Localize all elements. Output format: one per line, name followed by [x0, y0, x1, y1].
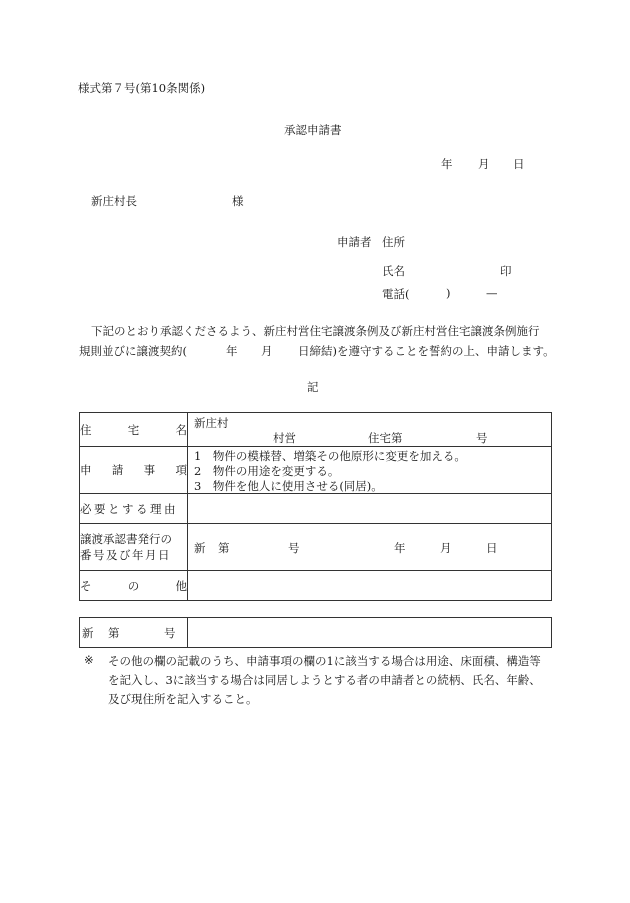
house-number-prefix: 住宅第 [368, 431, 403, 445]
date-day: 日 [513, 157, 525, 171]
seal-mark: 印 [500, 264, 512, 278]
item-line[interactable]: 1 物件の模様替、増築その他原形に変更を加える。 [194, 449, 466, 463]
village-operated: 村営 [273, 431, 296, 445]
row-items [80, 447, 552, 494]
house-label [80, 413, 188, 447]
document-title: 承認申請書 [284, 123, 342, 137]
footnote-line-2: を記入し、3に該当する場合は同居しようとする者の申請者との続柄、氏名、年齢、 [108, 673, 541, 687]
cert-day: 日 [486, 541, 498, 555]
footnote-line-1: その他の欄の記載のうち、申請事項の欄の1に該当する場合は用途、床面積、構造等 [108, 654, 541, 668]
items-label-char: 請 [111, 463, 124, 477]
cert-label-2: 番号及び年月日 [80, 548, 171, 562]
phone-close: ) [446, 286, 451, 300]
cert-go: 号 [288, 541, 300, 555]
addressee-name: 新庄村長 [91, 194, 137, 208]
other-label-char: 他 [175, 578, 187, 593]
number-box [79, 617, 552, 648]
ki-heading: 記 [307, 380, 319, 394]
body-line-2-year: 年 [226, 344, 238, 358]
item-line[interactable]: 3 物件を他人に使用させる(同居)。 [194, 479, 383, 493]
reason-label [80, 494, 188, 524]
items-value [188, 447, 552, 494]
footnote-line-3: 及び現住所を記入すること。 [108, 692, 258, 706]
date-year: 年 [441, 157, 453, 171]
row-cert [80, 524, 552, 571]
number-box-value[interactable] [188, 618, 552, 648]
number-box-dai: 第 [108, 625, 120, 640]
other-value[interactable] [188, 571, 552, 601]
reason-label-text: 必要とする理由 [80, 501, 178, 516]
phone-label: 電話( [382, 287, 410, 301]
body-line-2b: 日締結)を遵守することを誓約の上、申請します。 [298, 344, 555, 358]
row-other [80, 571, 552, 601]
cert-shin: 新 [194, 541, 206, 555]
address-label: 住所 [382, 235, 405, 249]
date-month: 月 [478, 157, 490, 171]
cert-year: 年 [394, 541, 406, 555]
house-number-suffix: 号 [476, 431, 488, 445]
form-number: 様式第７号(第10条関係) [78, 81, 206, 95]
items-label-char: 事 [143, 463, 156, 477]
number-box-label [80, 618, 188, 648]
addressee-honorific: 様 [232, 194, 244, 208]
cert-dai: 第 [218, 541, 230, 555]
cert-value[interactable] [188, 524, 552, 571]
house-label-char: 住 [80, 422, 92, 437]
house-value[interactable] [188, 413, 552, 447]
house-label-char: 宅 [127, 422, 140, 437]
phone-dash: — [486, 286, 498, 300]
village-name: 新庄村 [194, 416, 229, 430]
cert-label [80, 524, 188, 571]
footnote-mark: ※ [84, 653, 94, 667]
body-line-2a: 規則並びに譲渡契約( [79, 344, 187, 358]
number-box-go: 号 [164, 625, 176, 640]
items-label [80, 447, 188, 494]
row-reason [80, 494, 552, 524]
number-box-shin: 新 [82, 625, 94, 640]
other-label-char: の [127, 578, 140, 593]
other-label [80, 571, 188, 601]
reason-value[interactable] [188, 494, 552, 524]
body-line-2-month: 月 [261, 344, 273, 358]
items-label-char: 申 [80, 463, 92, 477]
other-label-char: そ [80, 578, 92, 593]
body-line-1: 下記のとおり承認くださるよう、新庄村営住宅譲渡条例及び新庄村営住宅譲渡条例施行 [91, 324, 540, 338]
cert-month: 月 [440, 541, 452, 555]
applicant-label: 申請者 [337, 235, 372, 249]
items-label-char: 項 [175, 463, 187, 477]
application-table [79, 412, 552, 601]
house-label-char: 名 [175, 422, 187, 437]
item-line[interactable]: 2 物件の用途を変更する。 [194, 464, 340, 478]
row-house [80, 413, 552, 447]
cert-label-1: 譲渡承認書発行の [80, 532, 172, 546]
name-label: 氏名 [382, 264, 405, 278]
